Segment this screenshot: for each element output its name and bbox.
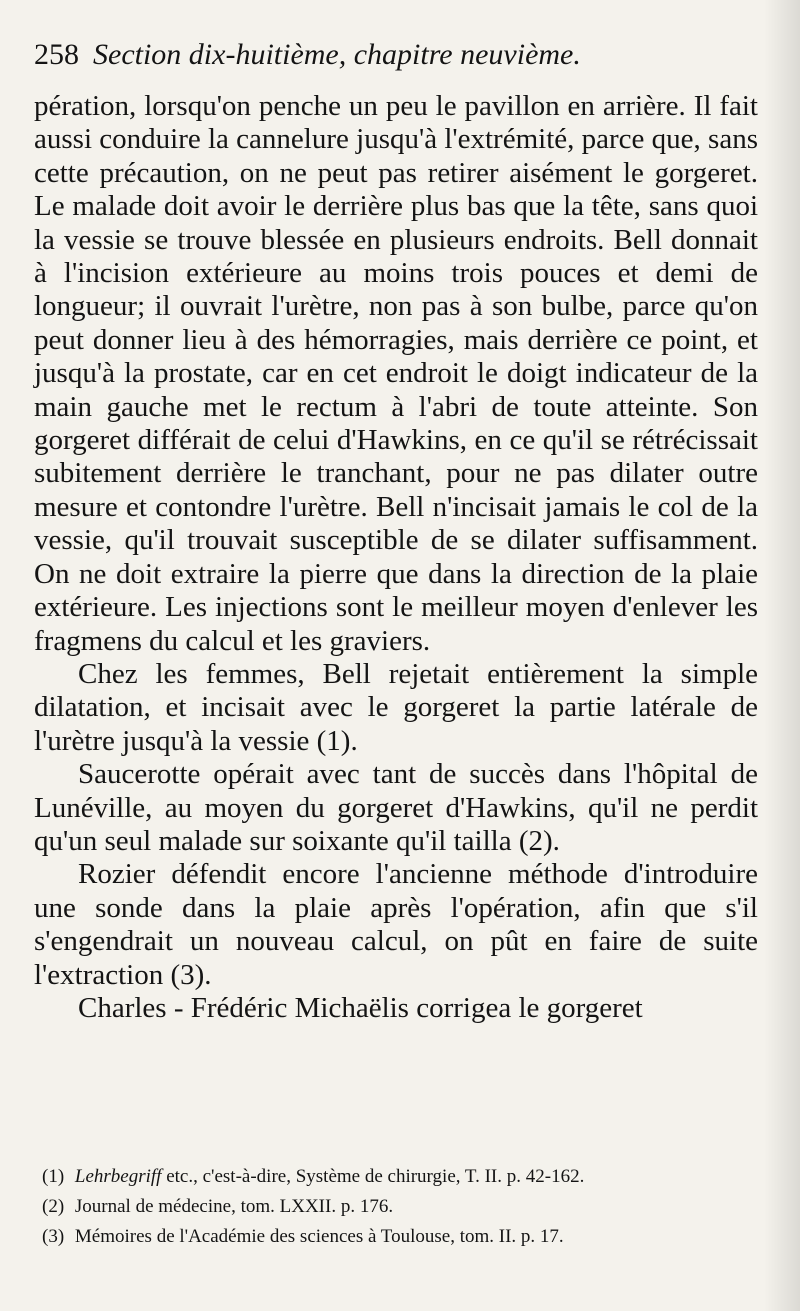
footnotes xyxy=(42,1162,760,1252)
footnote xyxy=(42,1222,760,1252)
footnote xyxy=(42,1162,760,1192)
footnote xyxy=(42,1192,760,1222)
paragraph: Rozier défendit encore l'ancienne méthode d'introduire une sonde dans la plaie après l'opération, afin que s'il s'engendrait un nouveau calcul, on pût en faire de suite l'extraction (3). xyxy=(34,858,758,991)
footnote-text xyxy=(75,1166,584,1187)
body-text xyxy=(34,90,758,1025)
running-title: Section dix-huitième, chapitre neuvième. xyxy=(93,38,581,71)
paragraph: Saucerotte opérait avec tant de succès dans l'hôpital de Lunéville, au moyen du gorgeret d'Hawkins, qu'il ne perdit qu'un seul malade sur soixante qu'il tailla (2). xyxy=(34,758,758,857)
running-header xyxy=(34,38,758,90)
footnote-body: Mémoires de l'Académie des sciences à Toulouse, tom. II. p. 17. xyxy=(74,1226,564,1247)
paragraph: Chez les femmes, Bell rejetait entièrement la simple dilatation, et incisait avec le gorgeret la partie latérale de l'urètre jusqu'à la vessie (1). xyxy=(34,657,758,757)
footnote-body: etc., c'est-à-dire, Système de chirurgie, T. II. p. 42-162. xyxy=(161,1166,585,1187)
paragraph: pération, lorsqu'on penche un peu le pavillon en arrière. Il fait aussi conduire la cannelure jusqu'à l'extrémité, parce que, sans cette précaution, on ne peut pas retirer aisément le gorgeret. Le malade doit avoir le derrière plus bas que la tête, sans quoi la vessie se trouve blessée en plusieurs endroits. Bell donnait à l'incision extérieure au moins trois pouces et demi de longueur; il ouvrait l'urètre, non pas à son bulbe, parce qu'on peut donner lieu à des hémorragies, mais derrière ce point, et jusqu'à la prostate, car en cet endroit le doigt indicateur de la main gauche met le rectum à l'abri de toute atteinte. Son gorgeret différait de celui d'Hawkins, en ce qu'il se rétrécissait subitement derrière le tranchant, pour ne pas dilater outre mesure et contondre l'urètre. Bell n'incisait jamais le col de la vessie, qu'il trouvait susceptible de se dilater suffisamment. On ne doit extraire la pierre que dans la direction de la plaie extérieure. Les injections sont le meilleur moyen d'enlever les fragmens du calcul et les graviers. xyxy=(34,90,758,657)
footnote-marker: (1) xyxy=(42,1166,65,1187)
paragraph: Charles - Frédéric Michaëlis corrigea le gorgeret xyxy=(78,991,643,1024)
footnote-marker: (2) xyxy=(42,1196,65,1217)
footnote-marker: (3) xyxy=(42,1226,65,1247)
page-number: 258 xyxy=(34,38,79,71)
footnote-body: Journal de médecine, tom. LXXII. p. 176. xyxy=(74,1196,394,1217)
page-edge-shadow xyxy=(764,0,800,1311)
footnote-title: Lehrbegriff xyxy=(74,1166,162,1187)
